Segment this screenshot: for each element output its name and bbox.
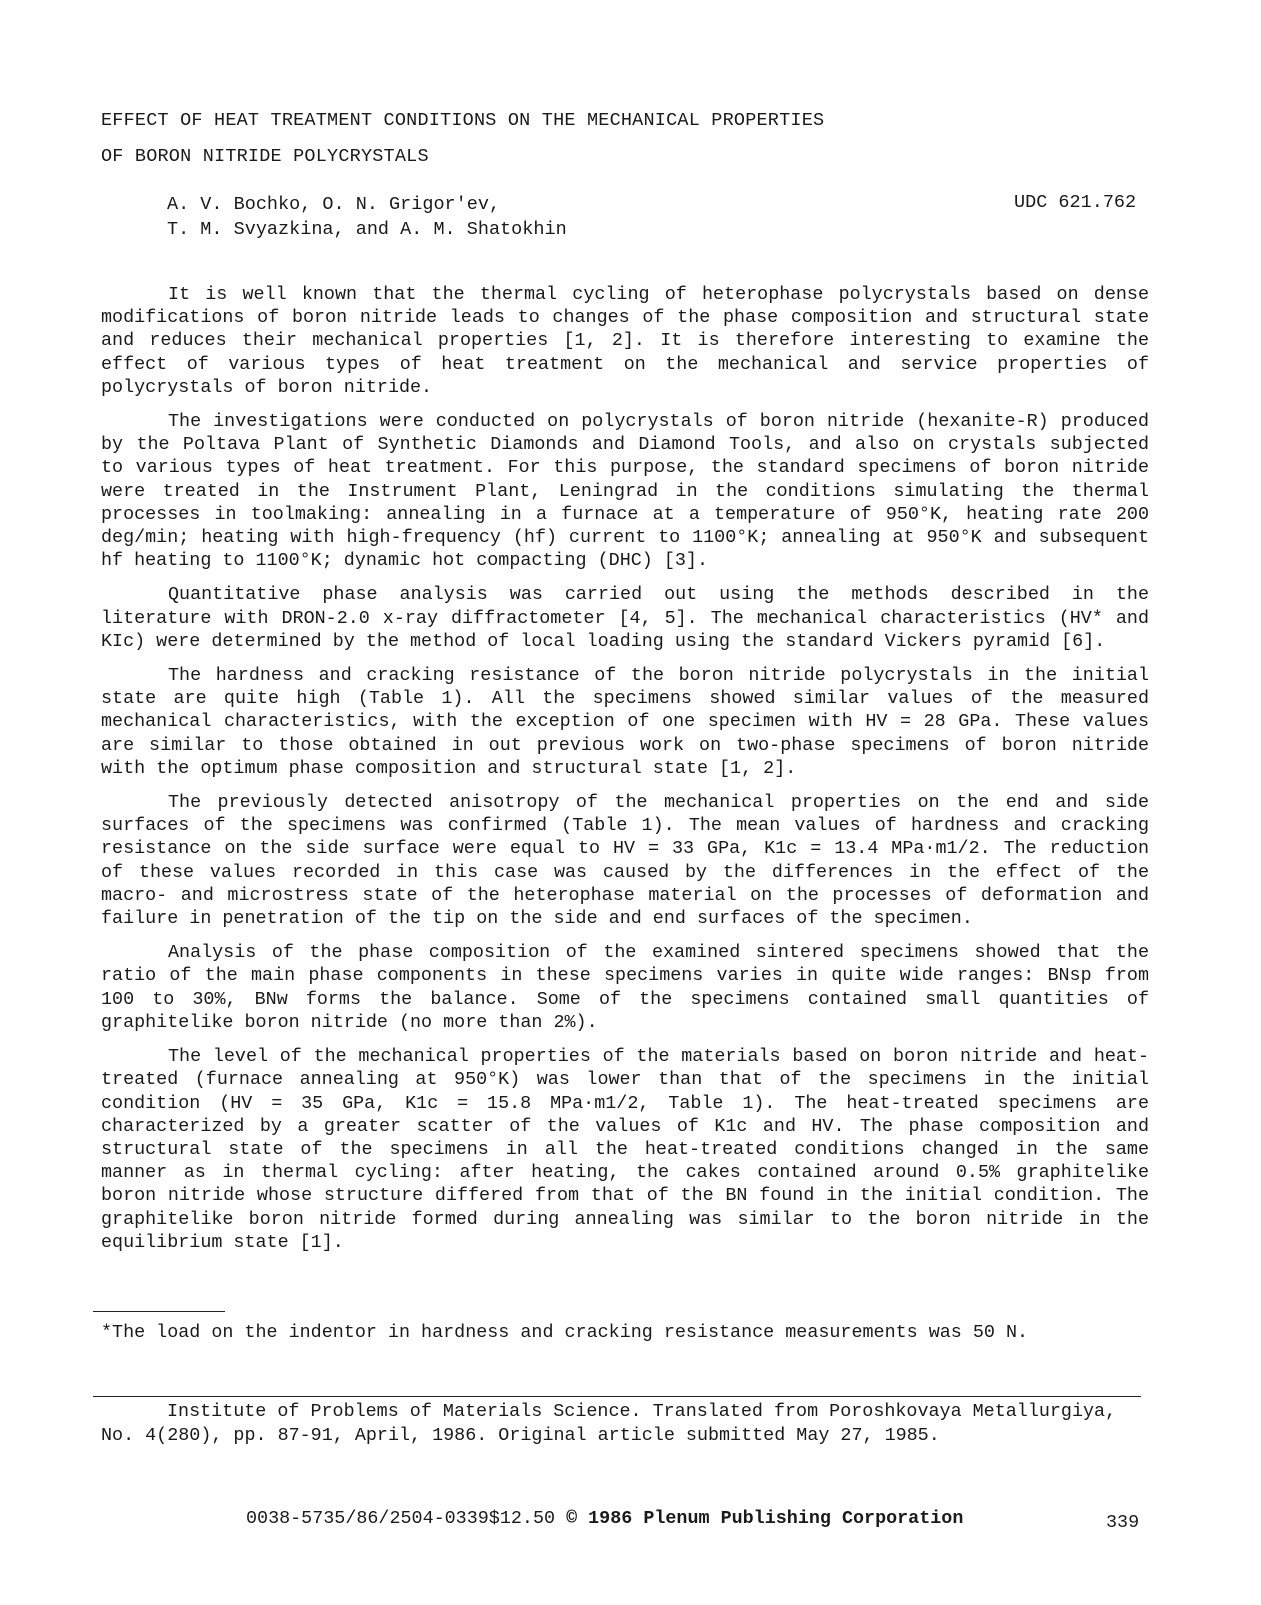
footnote: *The load on the indentor in hardness and cracking resistance measurements was 50 N.: [101, 1322, 1029, 1343]
article-body: [101, 283, 1149, 1265]
institute-note: [101, 1400, 1149, 1448]
authors-line-1: A. V. Bochko, O. N. Grigor'ev,: [167, 194, 501, 215]
copyright-line: [246, 1508, 963, 1529]
author-list: [167, 192, 567, 242]
paragraph-4: The hardness and cracking resistance of the boron nitride polycrystals in the initial state are quite high (Table 1). All the specimens showed similar values of the measured mechanical characteristics, with the exception of one specimen with HV = 28 GPa. These values are similar to those obtained in out previous work on two-phase specimens of boron nitride with the optimum phase composition and structural state [1, 2].: [101, 665, 1149, 779]
footnote-divider: [93, 1311, 225, 1312]
paragraph-1: It is well known that the thermal cycling of heterophase polycrystals based on dense modifications of boron nitride leads to changes of the phase composition and structural state and reduces their mechanical properties [1, 2]. It is therefore interesting to examine the effect of various types of heat treatment on the mechanical and service properties of polycrystals of boron nitride.: [101, 284, 1149, 398]
authors-line-2: T. M. Svyazkina, and A. M. Shatokhin: [167, 219, 567, 240]
institute-divider: [93, 1396, 1141, 1397]
article-code: 0038-5735/86/2504-0339$12.50: [246, 1508, 556, 1529]
paragraph-7: The level of the mechanical properties of the materials based on boron nitride and heat-treated (furnace annealing at 950°K) was lower than that of the specimens in the initial condition (HV = 35 GPa, K1c = 15.8 MPa·m1/2, Table 1). The heat-treated specimens are characterized by a greater scatter of the values of K1c and HV. The phase composition and structural state of the specimens in all the heat-treated conditions changed in the same manner as in thermal cycling: after heating, the cakes contained around 0.5% graphitelike boron nitride whose structure differed from that of the BN found in the initial condition. The graphitelike boron nitride formed during annealing was similar to the boron nitride in the equilibrium state [1].: [101, 1046, 1149, 1253]
paper-title-line-2: OF BORON NITRIDE POLYCRYSTALS: [101, 146, 429, 167]
institute-text: Institute of Problems of Materials Science. Translated from Poroshkovaya Metallurgiya, No. 4(280), pp. 87-91, April, 1986. Original article submitted May 27, 1985.: [101, 1401, 1117, 1446]
paragraph-5: The previously detected anisotropy of the mechanical properties on the end and side surfaces of the specimens was confirmed (Table 1). The mean values of hardness and cracking resistance on the side surface were equal to HV = 33 GPa, K1c = 13.4 MPa·m1/2. The reduction of these values recorded in this case was caused by the differences in the effect of the macro- and microstress state of the heterophase material on the processes of deformation and failure in penetration of the tip on the side and end surfaces of the specimen.: [101, 792, 1149, 930]
paper-title-line-1: EFFECT OF HEAT TREATMENT CONDITIONS ON THE MECHANICAL PROPERTIES: [101, 110, 825, 131]
udc-code: UDC 621.762: [1014, 192, 1137, 213]
paragraph-3: Quantitative phase analysis was carried out using the methods described in the literature with DRON-2.0 x-ray diffractometer [4, 5]. The mechanical characteristics (HV* and KIc) were determined by the method of local loading using the standard Vickers pyramid [6].: [101, 584, 1149, 652]
copyright-notice: © 1986 Plenum Publishing Corporation: [566, 1508, 964, 1529]
page-number: 339: [1106, 1512, 1140, 1533]
paragraph-2: The investigations were conducted on polycrystals of boron nitride (hexanite-R) produced by the Poltava Plant of Synthetic Diamonds and Diamond Tools, and also on crystals subjected to various types of heat treatment. For this purpose, the standard specimens of boron nitride were treated in the Instrument Plant, Leningrad in the conditions simulating the thermal processes in toolmaking: annealing in a furnace at a temperature of 950°K, heating rate 200 deg/min; heating with high-frequency (hf) current to 1100°K; annealing at 950°K and subsequent hf heating to 1100°K; dynamic hot compacting (DHC) [3].: [101, 411, 1149, 572]
paragraph-6: Analysis of the phase composition of the examined sintered specimens showed that the ratio of the main phase components in these specimens varies in quite wide ranges: BNsp from 100 to 30%, BNw forms the balance. Some of the specimens contained small quantities of graphitelike boron nitride (no more than 2%).: [101, 942, 1149, 1033]
